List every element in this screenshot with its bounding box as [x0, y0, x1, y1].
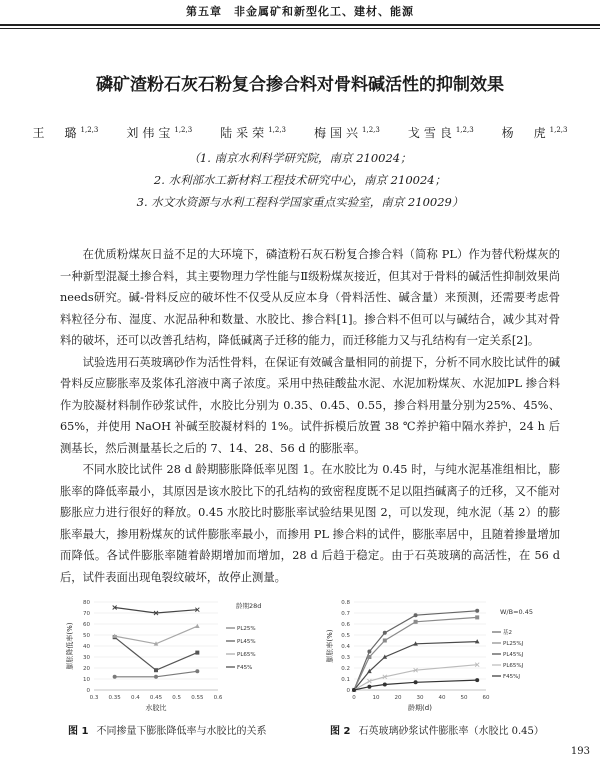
- data-point: [414, 620, 418, 624]
- data-point: [367, 655, 371, 659]
- figure-2-caption-text: 石英玻璃砂浆试件膨胀率（水胶比 0.45）: [358, 726, 544, 737]
- x-tick-label: 30: [416, 695, 424, 701]
- data-point: [383, 631, 387, 635]
- affiliation-1: （1. 南京水利科学研究院，南京 210024；: [188, 151, 412, 165]
- x-tick-label: 10: [372, 695, 380, 701]
- figure-1-caption: [68, 722, 266, 737]
- x-tick-label: 40: [438, 695, 446, 701]
- y-tick-label: 0.5: [341, 633, 350, 639]
- y-tick-label: 0.8: [341, 600, 350, 606]
- paragraph-2: 试验选用石英玻璃砂作为活性骨料，在保证有效碱含量相同的前提下，分析不同水胶比试件的碱骨料反应膨胀率及浆体孔溶液中离子浓度。采用中热硅酸盐水泥、水泥加粉煤灰、水泥加PL 掺合料作为胶凝材料制作砂浆试件，水胶比分别为 0.35、0.45、0.55，掺合料用量分别为25%、45%、65%，并使用 NaOH 补碱至胶凝材料的 1%。试件拆模后放置 38 ℃养护箱中隔水养护，24 h 后测基长，然后测量基长之后的 7、14、28、56 d 的膨胀率。: [60, 355, 560, 455]
- series-line-F45%: [115, 608, 198, 614]
- header-rule: [0, 24, 600, 26]
- data-point: [383, 639, 387, 643]
- x-tick-label: 0: [352, 695, 356, 701]
- data-point: [414, 613, 418, 617]
- x-tick-label: 0.55: [191, 695, 204, 701]
- data-point: [475, 678, 479, 682]
- author-affiliation-mark: 1,2,3: [455, 126, 474, 134]
- x-tick-label: 0.35: [108, 695, 121, 701]
- author-name: 戈雪良$^{1,2,3}$: [407, 126, 474, 140]
- legend-label: PL65%J: [503, 663, 524, 669]
- data-point: [195, 669, 199, 673]
- y-tick-label: 70: [83, 611, 90, 617]
- paragraph-3: 不同水胶比试件 28 d 龄期膨胀降低率见图 1。在水胶比为 0.45 时，与纯水泥基准组相比，膨胀率的降低率最小，其原因是该水胶比下的孔结构的致密程度既不足以阻挡碱离子的迁移，又不能对膨胀应力进行很好的释放。0.45 水胶比时膨胀率试验结果见图 2，可以发现，纯水泥（基 2）的膨胀率最大，掺用粉煤灰的试件膨胀率最小，而掺用 PL 掺合料的试件，膨胀率居中，且随着掺量增加而降低。各试件膨胀率随着龄期增加而增加，28 d 后趋于稳定。由于石英玻璃的高活性，在 56 d 后，试件表面出现龟裂纹破坏，故停止测量。: [60, 463, 560, 584]
- article-title: 磷矿渣粉石灰石粉复合掺合料对骨料碱活性的抑制效果: [96, 75, 504, 95]
- chart-annotation: 龄期28d: [236, 602, 262, 610]
- data-point: [154, 668, 158, 672]
- legend-label: F45%: [237, 665, 253, 671]
- legend-label: 基2: [503, 630, 512, 636]
- legend-label: F45%J: [503, 674, 521, 680]
- author-affiliation-mark: 1,2,3: [174, 126, 193, 134]
- x-tick-label: 0.5: [172, 695, 182, 701]
- data-point: [414, 680, 418, 684]
- y-tick-label: 50: [83, 633, 90, 639]
- paragraph-1: 在优质粉煤灰日益不足的大环境下，磷渣粉石灰石粉复合掺合料（简称 PL）作为替代粉煤灰的一种新型混凝土掺合料，其主要物理力学性能与Ⅱ级粉煤灰接近，但其对于骨料的碱活性抑制效果尚needs研究。碱-骨料反应的破坏性不仅受从反应本身（骨料活性、碱含量）来预测，还需要考虑骨料粒径分布、湿度、水泥品种和数量、水胶比、掺合料[1]。掺合料不但可以与碱结合，减少其对骨料的破坏，还可以改善孔结构，降低碱离子迁移的能力，而迁移能力又与孔结构有一定关系[2]。: [60, 248, 560, 347]
- figure-1-number: 图 1: [68, 726, 89, 737]
- y-tick-label: 0.4: [341, 644, 350, 650]
- data-point: [475, 615, 479, 619]
- author-list: [0, 124, 600, 141]
- data-point: [367, 685, 371, 689]
- x-tick-label: 0.3: [89, 695, 99, 701]
- y-tick-label: 0.7: [341, 611, 350, 617]
- y-tick-label: 0.1: [341, 677, 350, 683]
- x-tick-label: 0.6: [213, 695, 223, 701]
- header-rule-thin: [0, 28, 600, 29]
- figure-1-caption-text: 不同掺量下膨胀降低率与水胶比的关系: [96, 726, 267, 737]
- y-tick-label: 0.6: [341, 622, 350, 628]
- author-name: 王 璐$^{1,2,3}$: [32, 126, 99, 140]
- author-affiliation-mark: 1,2,3: [268, 126, 286, 134]
- y-tick-label: 0.3: [341, 655, 350, 661]
- article-body: [60, 244, 560, 588]
- author-name: 陆采荣$^{1,2,3}$: [220, 126, 286, 140]
- y-tick-label: 0.2: [341, 666, 350, 672]
- figure-1-chart: [58, 594, 303, 714]
- x-tick-label: 60: [482, 695, 490, 701]
- x-tick-label: 20: [394, 695, 402, 701]
- running-header: 第五章 非金属矿和新型化工、建材、能源: [186, 5, 414, 18]
- legend-label: PL25%: [237, 626, 256, 632]
- data-point: [383, 683, 387, 687]
- data-point: [154, 675, 158, 679]
- data-point: [195, 651, 199, 655]
- x-tick-label: 50: [460, 695, 468, 701]
- author-affiliation-mark: 1,2,3: [362, 126, 380, 134]
- affiliation-3: 3. 水文水资源与水利工程科学国家重点实验室，南京 210029）: [136, 195, 464, 209]
- page-number: 193: [570, 746, 590, 757]
- affiliation-2: 2. 水利部水工新材料工程技术研究中心，南京 210024；: [153, 173, 447, 187]
- y-tick-label: 80: [83, 600, 90, 606]
- figure-2-number: 图 2: [330, 726, 351, 737]
- y-tick-label: 10: [83, 677, 90, 683]
- x-tick-label: 0.4: [130, 695, 140, 701]
- figure-2-caption: [330, 722, 544, 737]
- data-point: [195, 624, 200, 628]
- chart-annotation: W/B=0.45: [500, 608, 533, 616]
- legend-label: PL45%: [237, 639, 256, 645]
- y-tick-label: 40: [83, 644, 90, 650]
- data-point: [475, 609, 479, 613]
- y-tick-label: 0: [346, 688, 350, 694]
- author-name: 梅国兴$^{1,2,3}$: [314, 126, 380, 140]
- author-affiliation-mark: 1,2,3: [80, 126, 99, 134]
- legend-label: PL65%: [237, 652, 256, 658]
- y-tick-label: 0: [86, 688, 90, 694]
- legend-label: PL45%J: [503, 652, 524, 658]
- figure-2-chart: [318, 594, 568, 714]
- x-tick-label: 0.45: [149, 695, 163, 701]
- legend-label: PL25%J: [503, 641, 524, 647]
- author-affiliation-mark: 1,2,3: [549, 126, 568, 134]
- y-axis-label: 膨胀率(%): [326, 629, 334, 663]
- y-tick-label: 20: [83, 666, 90, 672]
- y-tick-label: 30: [83, 655, 90, 661]
- author-name: 刘伟宝$^{1,2,3}$: [126, 126, 193, 140]
- data-point: [352, 688, 356, 692]
- x-axis-label: 龄期(d): [408, 704, 432, 712]
- data-point: [113, 675, 117, 679]
- x-axis-label: 水胶比: [145, 704, 167, 712]
- y-axis-label: 膨胀降低率(%): [66, 622, 74, 670]
- author-name: 杨 虎$^{1,2,3}$: [501, 126, 568, 140]
- y-tick-label: 60: [83, 622, 90, 628]
- data-point: [367, 650, 371, 654]
